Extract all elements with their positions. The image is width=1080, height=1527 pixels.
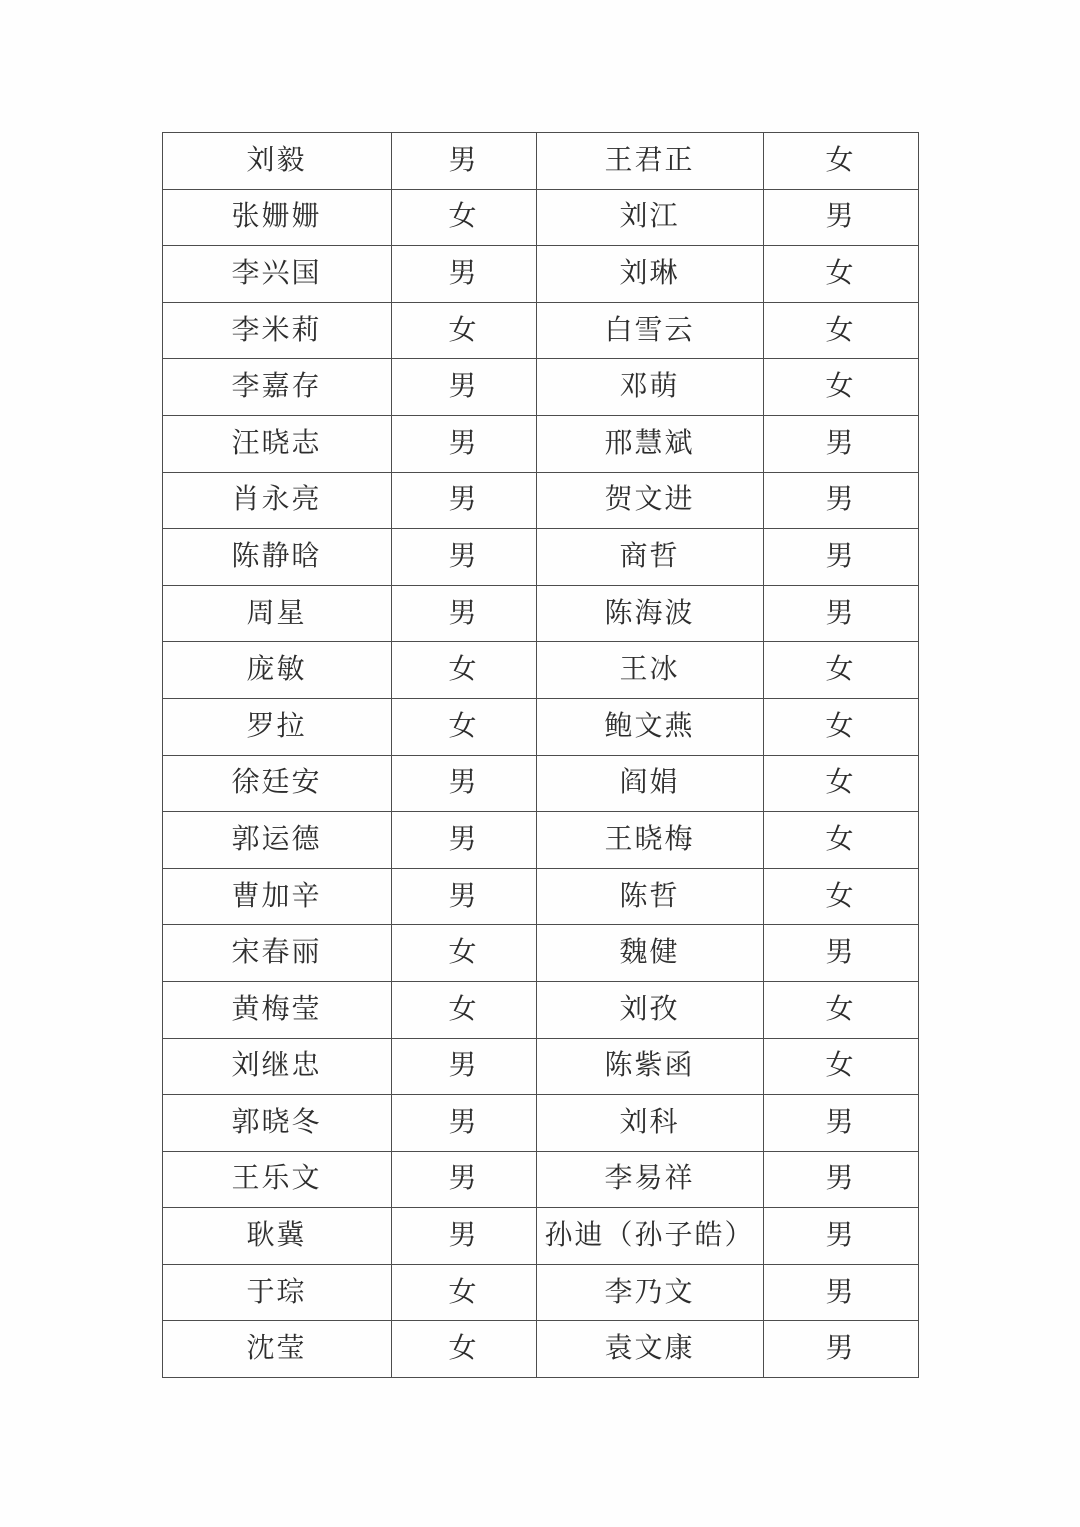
gender-cell-left: 男: [391, 133, 536, 190]
table-row: [162, 1095, 918, 1152]
gender-cell-right: 男: [763, 585, 918, 642]
gender-cell-left: 男: [391, 1208, 536, 1265]
name-cell-right: 白雪云: [536, 302, 763, 359]
table-row: [162, 246, 918, 303]
gender-cell-right: 女: [763, 642, 918, 699]
name-cell-right: 刘科: [536, 1095, 763, 1152]
gender-cell-right: 女: [763, 1038, 918, 1095]
gender-cell-right: 男: [763, 1095, 918, 1152]
name-cell-right: 鲍文燕: [536, 698, 763, 755]
gender-cell-left: 女: [391, 302, 536, 359]
table-row: [162, 585, 918, 642]
name-cell-left: 黄梅莹: [162, 981, 391, 1038]
name-cell-right: 王冰: [536, 642, 763, 699]
name-cell-right: 邢慧斌: [536, 415, 763, 472]
gender-cell-right: 男: [763, 189, 918, 246]
name-cell-right: 陈哲: [536, 868, 763, 925]
name-cell-right: 商哲: [536, 529, 763, 586]
gender-cell-left: 女: [391, 1321, 536, 1378]
name-cell-left: 肖永亮: [162, 472, 391, 529]
name-cell-left: 庞敏: [162, 642, 391, 699]
name-cell-left: 李兴国: [162, 246, 391, 303]
gender-cell-right: 女: [763, 868, 918, 925]
name-cell-right: 邓萌: [536, 359, 763, 416]
name-cell-left: 罗拉: [162, 698, 391, 755]
table-row: [162, 415, 918, 472]
name-cell-right: 刘江: [536, 189, 763, 246]
gender-cell-right: 女: [763, 133, 918, 190]
name-cell-right: 陈海波: [536, 585, 763, 642]
gender-cell-left: 女: [391, 189, 536, 246]
table-row: [162, 1208, 918, 1265]
name-cell-left: 宋春丽: [162, 925, 391, 982]
name-cell-left: 周星: [162, 585, 391, 642]
gender-cell-right: 男: [763, 1321, 918, 1378]
table-row: [162, 868, 918, 925]
gender-cell-left: 女: [391, 981, 536, 1038]
table-row: [162, 981, 918, 1038]
gender-cell-left: 男: [391, 812, 536, 869]
gender-cell-right: 女: [763, 812, 918, 869]
gender-cell-left: 女: [391, 642, 536, 699]
name-gender-roster-table: [162, 132, 919, 1378]
gender-cell-left: 男: [391, 415, 536, 472]
gender-cell-left: 男: [391, 868, 536, 925]
gender-cell-right: 男: [763, 415, 918, 472]
name-cell-left: 沈莹: [162, 1321, 391, 1378]
name-cell-left: 耿冀: [162, 1208, 391, 1265]
table-row: [162, 925, 918, 982]
table-row: [162, 1151, 918, 1208]
gender-cell-left: 男: [391, 585, 536, 642]
name-cell-right: 魏健: [536, 925, 763, 982]
table-row: [162, 133, 918, 190]
table-row: [162, 189, 918, 246]
name-cell-left: 徐廷安: [162, 755, 391, 812]
name-cell-left: 李米莉: [162, 302, 391, 359]
gender-cell-right: 男: [763, 472, 918, 529]
gender-cell-right: 女: [763, 246, 918, 303]
gender-cell-right: 男: [763, 1208, 918, 1265]
name-cell-right: 王晓梅: [536, 812, 763, 869]
name-cell-left: 刘继忠: [162, 1038, 391, 1095]
table-row: [162, 1321, 918, 1378]
table-row: [162, 359, 918, 416]
name-cell-right: 刘孜: [536, 981, 763, 1038]
name-cell-right: 李乃文: [536, 1264, 763, 1321]
name-cell-right: 阎娟: [536, 755, 763, 812]
gender-cell-right: 男: [763, 925, 918, 982]
table-row: [162, 529, 918, 586]
name-cell-left: 刘毅: [162, 133, 391, 190]
name-cell-left: 曹加辛: [162, 868, 391, 925]
name-cell-left: 汪晓志: [162, 415, 391, 472]
gender-cell-left: 女: [391, 925, 536, 982]
gender-cell-right: 女: [763, 359, 918, 416]
gender-cell-left: 男: [391, 755, 536, 812]
name-cell-right: 陈紫函: [536, 1038, 763, 1095]
gender-cell-left: 男: [391, 246, 536, 303]
name-cell-left: 王乐文: [162, 1151, 391, 1208]
roster-table-body: [162, 133, 918, 1378]
gender-cell-left: 男: [391, 472, 536, 529]
name-cell-right: 袁文康: [536, 1321, 763, 1378]
gender-cell-right: 男: [763, 529, 918, 586]
table-row: [162, 698, 918, 755]
name-cell-left: 陈静晗: [162, 529, 391, 586]
name-cell-left: 张姗姗: [162, 189, 391, 246]
table-row: [162, 1038, 918, 1095]
gender-cell-right: 男: [763, 1151, 918, 1208]
gender-cell-right: 男: [763, 1264, 918, 1321]
table-row: [162, 642, 918, 699]
gender-cell-right: 女: [763, 755, 918, 812]
name-cell-right: 王君正: [536, 133, 763, 190]
table-row: [162, 302, 918, 359]
table-row: [162, 472, 918, 529]
gender-cell-right: 女: [763, 698, 918, 755]
name-cell-right: 贺文进: [536, 472, 763, 529]
gender-cell-right: 女: [763, 981, 918, 1038]
table-row: [162, 1264, 918, 1321]
gender-cell-left: 男: [391, 1095, 536, 1152]
table-row: [162, 755, 918, 812]
gender-cell-left: 女: [391, 1264, 536, 1321]
table-row: [162, 812, 918, 869]
name-cell-right: 孙迪（孙子皓）: [536, 1208, 763, 1265]
name-cell-left: 郭运德: [162, 812, 391, 869]
name-cell-left: 李嘉存: [162, 359, 391, 416]
gender-cell-left: 男: [391, 359, 536, 416]
gender-cell-left: 女: [391, 698, 536, 755]
name-cell-right: 李易祥: [536, 1151, 763, 1208]
gender-cell-left: 男: [391, 1151, 536, 1208]
name-cell-left: 郭晓冬: [162, 1095, 391, 1152]
name-cell-right: 刘琳: [536, 246, 763, 303]
gender-cell-left: 男: [391, 529, 536, 586]
gender-cell-right: 女: [763, 302, 918, 359]
gender-cell-left: 男: [391, 1038, 536, 1095]
name-cell-left: 于琮: [162, 1264, 391, 1321]
